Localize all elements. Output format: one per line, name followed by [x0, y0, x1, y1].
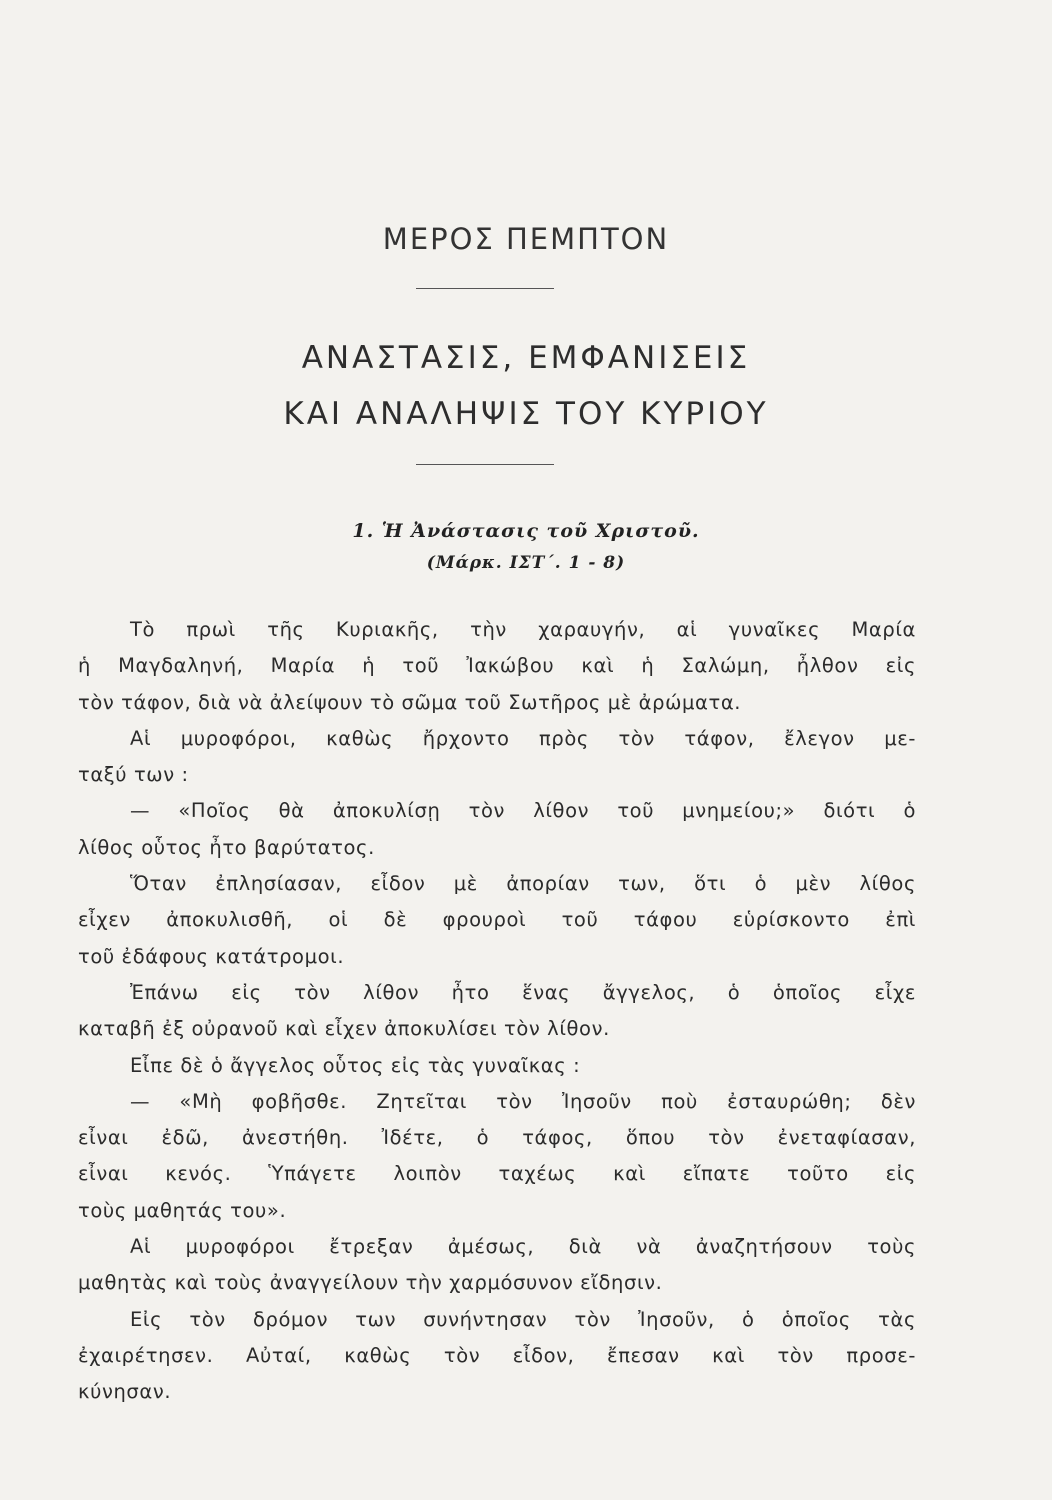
- text-line: Αἱ μυροφόροι, καθὼς ἤρχοντο πρὸς τὸν τάφον, ἔλεγον με-: [130, 726, 916, 750]
- text-line: — «Μὴ φοβῆσθε. Ζητεῖται τὸν Ἰησοῦν ποὺ ἐσταυρώθη; δὲν: [130, 1089, 916, 1113]
- text-line: Ὅταν ἐπλησίασαν, εἶδον μὲ ἀπορίαν των, ὅτι ὁ μὲν λίθος: [130, 872, 916, 896]
- body-text: [78, 612, 916, 1411]
- section-heading: 1. Ἡ Ἀνάστασις τοῦ Χριστοῦ.: [352, 520, 700, 542]
- text-line: εἶχεν ἀποκυλισθῆ, οἱ δὲ φρουροὶ τοῦ τάφου εὑρίσκοντο ἐπὶ: [78, 908, 916, 932]
- text-line: — «Ποῖος θὰ ἀποκυλίσῃ τὸν λίθον τοῦ μνημείου;» διότι ὁ: [130, 799, 916, 823]
- text-line: καταβῆ ἐξ οὐρανοῦ καὶ εἶχεν ἀποκυλίσει τὸν λίθον.: [78, 1017, 610, 1041]
- text-line: Εἶπε δὲ ὁ ἄγγελος οὗτος εἰς τὰς γυναῖκας :: [130, 1053, 581, 1077]
- text-line: εἶναι ἐδῶ, ἀνεστήθη. Ἰδέτε, ὁ τάφος, ὅπου τὸν ἐνεταφίασαν,: [78, 1126, 916, 1150]
- divider-top: [416, 288, 554, 289]
- text-line: τὸν τάφον, διὰ νὰ ἀλείψουν τὸ σῶμα τοῦ Σωτῆρος μὲ ἀρώματα.: [78, 690, 742, 714]
- text-line: κύνησαν.: [78, 1380, 172, 1404]
- main-title-line-2: ΚΑΙ ΑΝΑΛΗΨΙΣ ΤΟΥ ΚΥΡΙΟΥ: [283, 396, 769, 432]
- text-line: εἶναι κενός. Ὑπάγετε λοιπὸν ταχέως καὶ εἴπατε τοῦτο εἰς: [78, 1162, 916, 1186]
- section-reference: (Μάρκ. ΙΣΤ΄. 1 - 8): [426, 553, 626, 573]
- text-line: Εἰς τὸν δρόμον των συνήντησαν τὸν Ἰησοῦν, ὁ ὁποῖος τὰς: [130, 1307, 916, 1331]
- divider-bottom: [416, 464, 554, 465]
- main-title-line-1: ΑΝΑΣΤΑΣΙΣ, ΕΜΦΑΝΙΣΕΙΣ: [301, 340, 751, 376]
- text-line: τοὺς μαθητάς του».: [78, 1198, 287, 1222]
- text-line: ἐχαιρέτησεν. Αὐταί, καθὼς τὸν εἶδον, ἔπεσαν καὶ τὸν προσε-: [78, 1343, 916, 1367]
- part-title: ΜΕΡΟΣ ΠΕΜΠΤΟΝ: [382, 222, 670, 256]
- text-line: τοῦ ἐδάφους κατάτρομοι.: [78, 944, 345, 968]
- text-line: Ἐπάνω εἰς τὸν λίθον ἦτο ἕνας ἄγγελος, ὁ ὁποῖος εἶχε: [130, 980, 916, 1004]
- text-line: ταξύ των :: [78, 763, 189, 787]
- text-line: Τὸ πρωὶ τῆς Κυριακῆς, τὴν χαραυγήν, αἱ γυναῖκες Μαρία: [130, 618, 916, 641]
- text-line: ἡ Μαγδαληνή, Μαρία ἡ τοῦ Ἰακώβου καὶ ἡ Σαλώμη, ἦλθον εἰς: [78, 654, 916, 678]
- text-line: λίθος οὗτος ἦτο βαρύτατος.: [78, 835, 375, 859]
- text-line: Αἱ μυροφόροι ἔτρεξαν ἀμέσως, διὰ νὰ ἀναζητήσουν τοὺς: [130, 1235, 916, 1259]
- text-line: μαθητὰς καὶ τοὺς ἀναγγείλουν τὴν χαρμόσυνον εἴδησιν.: [78, 1271, 663, 1295]
